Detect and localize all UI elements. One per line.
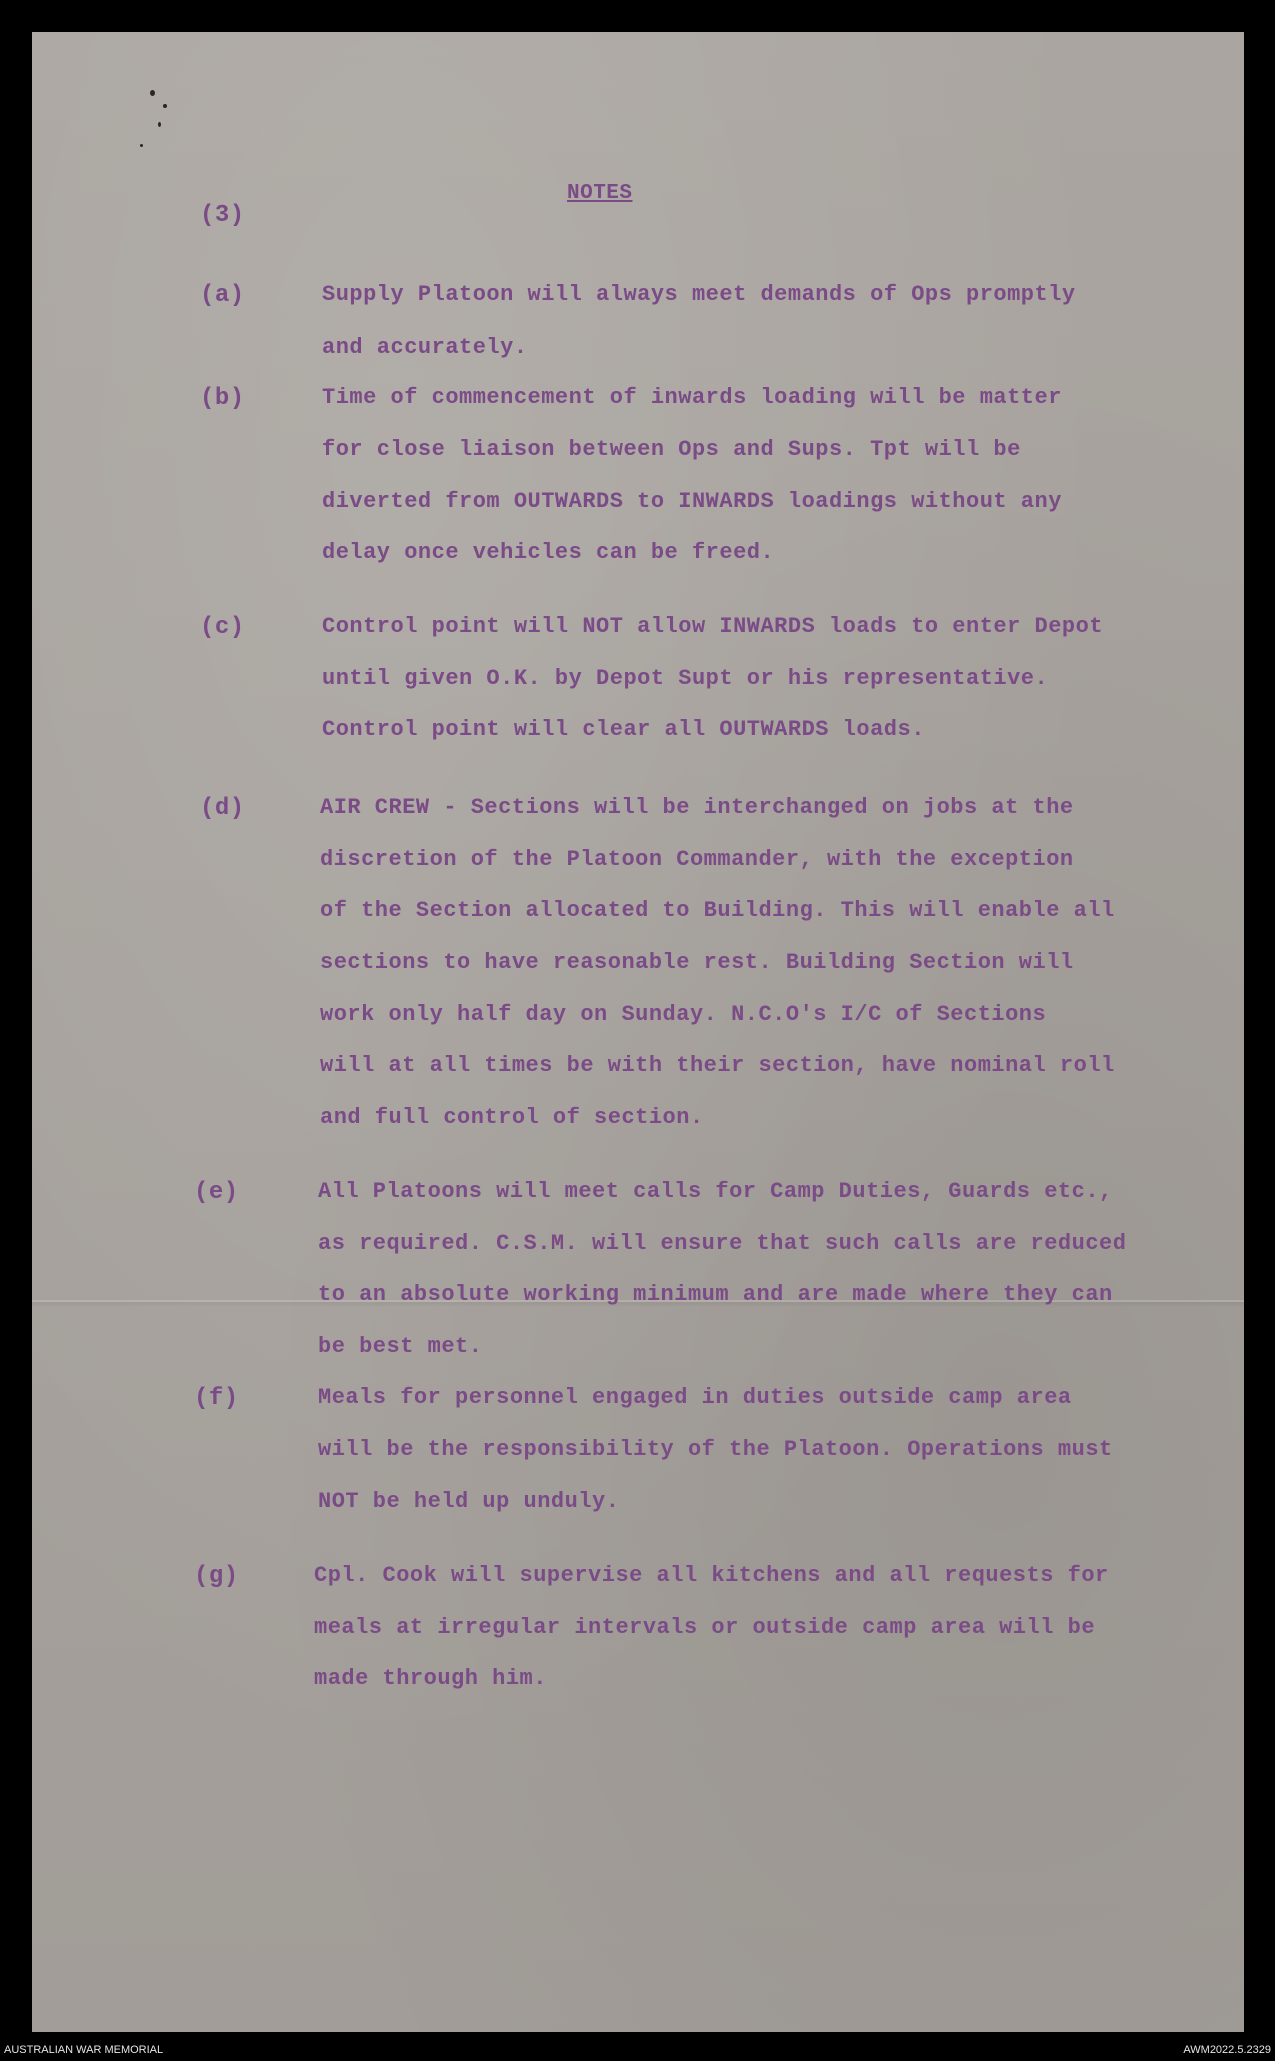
note-d-line-4: sections to have reasonable rest. Building Section will: [320, 950, 1074, 975]
ink-speck: [163, 104, 167, 108]
document-page: [32, 32, 1244, 2032]
note-f-line-3: NOT be held up unduly.: [318, 1489, 620, 1514]
note-b-line-1: Time of commencement of inwards loading will be matter: [322, 385, 1062, 410]
note-b-line-3: diverted from OUTWARDS to INWARDS loadings without any: [322, 489, 1062, 514]
note-d-line-2: discretion of the Platoon Commander, with the exception: [320, 847, 1074, 872]
note-d-line-7: and full control of section.: [320, 1105, 704, 1130]
note-e-line-4: be best met.: [318, 1334, 483, 1359]
note-f-label: (f): [194, 1385, 239, 1412]
note-g-line-3: made through him.: [314, 1666, 547, 1691]
ink-speck: [150, 90, 155, 96]
note-g-line-2: meals at irregular intervals or outside camp area will be: [314, 1615, 1096, 1640]
note-e-line-3: to an absolute working minimum and are made where they can: [318, 1282, 1113, 1307]
note-g-label: (g): [194, 1563, 239, 1590]
note-d-line-6: will at all times be with their section, have nominal roll: [320, 1053, 1115, 1078]
note-a-line-1: Supply Platoon will always meet demands of Ops promptly: [322, 282, 1076, 307]
note-d-line-3: of the Section allocated to Building. This will enable all: [320, 898, 1115, 923]
ink-speck: [158, 122, 161, 127]
note-a-label: (a): [200, 282, 245, 309]
note-g-line-1: Cpl. Cook will supervise all kitchens and all requests for: [314, 1563, 1109, 1588]
note-f-line-2: will be the responsibility of the Platoon. Operations must: [318, 1437, 1113, 1462]
note-c-line-3: Control point will clear all OUTWARDS loads.: [322, 717, 925, 742]
note-d-line-1: AIR CREW - Sections will be interchanged on jobs at the: [320, 795, 1074, 820]
note-b-label: (b): [200, 385, 245, 412]
note-a-line-2: and accurately.: [322, 335, 528, 360]
note-e-line-2: as required. C.S.M. will ensure that such calls are reduced: [318, 1231, 1127, 1256]
note-f-line-1: Meals for personnel engaged in duties outside camp area: [318, 1385, 1072, 1410]
section-number: (3): [200, 202, 245, 229]
note-e-line-1: All Platoons will meet calls for Camp Duties, Guards etc.,: [318, 1179, 1113, 1204]
note-e-label: (e): [194, 1179, 239, 1206]
note-c-line-2: until given O.K. by Depot Supt or his representative.: [322, 666, 1049, 691]
note-b-line-2: for close liaison between Ops and Sups. Tpt will be: [322, 437, 1021, 462]
note-d-line-5: work only half day on Sunday. N.C.O's I/C of Sections: [320, 1002, 1047, 1027]
note-b-line-4: delay once vehicles can be freed.: [322, 540, 775, 565]
note-d-label: (d): [200, 795, 245, 822]
archive-reference: AWM2022.5.2329: [1183, 2044, 1271, 2056]
ink-speck: [140, 144, 143, 147]
document-title: NOTES: [567, 182, 633, 205]
note-c-line-1: Control point will NOT allow INWARDS loads to enter Depot: [322, 614, 1104, 639]
archive-credit: AUSTRALIAN WAR MEMORIAL: [4, 2044, 164, 2056]
note-c-label: (c): [200, 614, 245, 641]
